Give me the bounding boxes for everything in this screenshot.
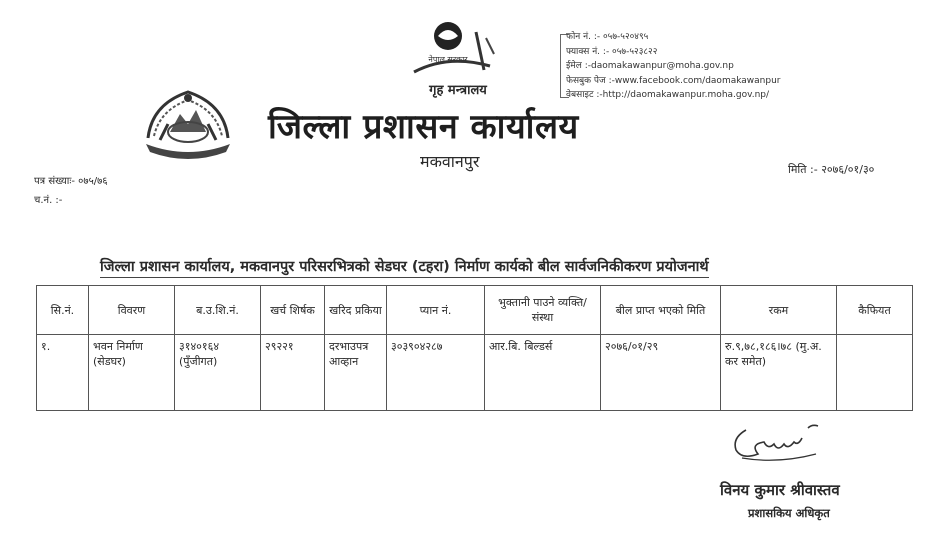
- bill-table: [36, 285, 913, 411]
- email-line: ईमेल :-daomakawanpur@moha.gov.np: [566, 61, 734, 71]
- letter-number: पत्र संख्याः- ०७५/७६: [34, 176, 108, 187]
- cell-description: भवन निर्माण (सेडघर): [89, 335, 175, 411]
- nepal-emblem-icon: [140, 84, 236, 164]
- ministry-logo-text: नेपाल सरकार: [428, 55, 468, 64]
- table-header-row: [37, 286, 913, 335]
- cell-pan: ३०३९०४२८७: [387, 335, 485, 411]
- col-header-payee: भुक्तानी पाउने व्यक्ति/संस्था: [485, 286, 601, 335]
- letter-date: मिति :- २०७६/०१/३०: [788, 163, 875, 176]
- facebook-line: फेसबुक पेज :-www.facebook.com/daomakawanpur: [566, 75, 781, 86]
- website-line: वेबसाइट :-http://daomakawanpur.moha.gov.np/: [566, 90, 770, 100]
- cell-procurement: दरभाउपत्र आव्हान: [325, 335, 387, 411]
- table-row: [37, 335, 913, 411]
- fax-line: फ्याक्स नं. :- ०५७-५२३८२२: [566, 46, 658, 57]
- cell-budget-code: ३१४०१६४ (पुँजीगत): [175, 335, 261, 411]
- subject-line: जिल्ला प्रशासन कार्यालय, मकवानपुर परिसरभित्रको सेडघर (टहरा) निर्माण कार्यको बील सार्वजनिकीकरण प्रयोजनार्थ: [100, 256, 709, 278]
- col-header-description: विवरण: [89, 286, 175, 335]
- cell-amount: रु.९,७८,१८६।७८ (मु.अ. कर समेत): [721, 335, 837, 411]
- col-header-budget-code: ब.उ.शि.नं.: [175, 286, 261, 335]
- ministry-name: गृह मन्त्रालय: [429, 83, 487, 98]
- cell-remarks: [837, 335, 913, 411]
- signer-name: विनय कुमार श्रीवास्तव: [720, 481, 840, 499]
- signer-title: प्रशासकिय अधिकृत: [748, 506, 830, 520]
- dispatch-number: च.नं. :-: [34, 195, 63, 206]
- col-header-amount: रकम: [721, 286, 837, 335]
- col-header-remarks: कैफियत: [837, 286, 913, 335]
- col-header-procurement: खरिद प्रकिया: [325, 286, 387, 335]
- cell-sn: १.: [37, 335, 89, 411]
- signature-icon: [728, 420, 832, 466]
- col-header-bill-date: बील प्राप्त भएको मिति: [601, 286, 721, 335]
- cell-expense-head: २९२२१: [261, 335, 325, 411]
- district-name: मकवानपुर: [420, 152, 480, 171]
- cell-bill-date: २०७६/०१/२९: [601, 335, 721, 411]
- cell-payee: आर.बि. बिल्डर्स: [485, 335, 601, 411]
- phone-line: फोन नं. :- ०५७-५२०४९५: [566, 32, 649, 42]
- col-header-sn: सि.नं.: [37, 286, 89, 335]
- col-header-pan: प्यान नं.: [387, 286, 485, 335]
- col-header-expense-head: खर्च शिर्षक: [261, 286, 325, 335]
- contact-block: [566, 30, 781, 103]
- office-title: जिल्ला प्रशासन कार्यालय: [268, 107, 579, 147]
